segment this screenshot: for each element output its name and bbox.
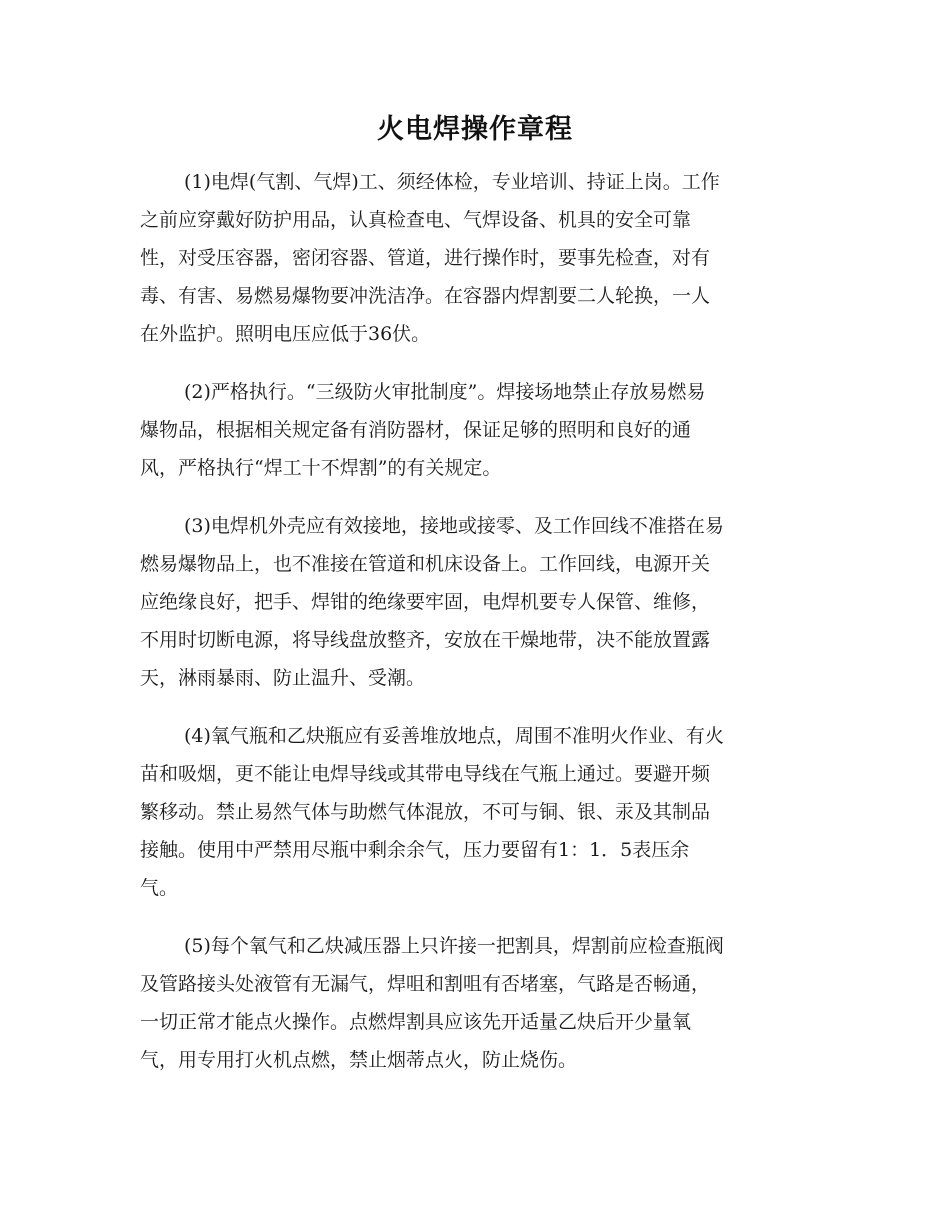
paragraph-line: 之前应穿戴好防护用品，认真检查电、气焊设备、机具的安全可靠 (140, 209, 692, 231)
paragraph-line: 气，用专用打火机点燃，禁止烟蒂点火，防止烧伤。 (140, 1049, 578, 1071)
paragraph-3 (140, 507, 808, 697)
paragraph-line: (1)电焊(气割、气焊)工、须经体检，专业培训、持证上岗。工作 (184, 171, 720, 193)
paragraph-5 (140, 927, 808, 1079)
document-body (140, 163, 808, 1099)
paragraph-line: 接触。使用中严禁用尽瓶中剩余余气，压力要留有1：1．5表压余 (140, 839, 690, 861)
paragraph-line: 天，淋雨暴雨、防止温升、受潮。 (140, 667, 426, 689)
paragraph-line: 爆物品，根据相关规定备有消防器材，保证足够的照明和良好的通 (140, 419, 692, 441)
paragraph-line: 在外监护。照明电压应低于36伏。 (140, 323, 431, 345)
paragraph-line: 风，严格执行“焊工十不焊割”的有关规定。 (140, 457, 502, 479)
paragraph-line: 燃易爆物品上，也不准接在管道和机床设备上。工作回线，电源开关 (140, 553, 711, 575)
paragraph-line: 不用时切断电源，将导线盘放整齐，安放在干燥地带，决不能放置露 (140, 629, 711, 651)
document-title: 火电焊操作章程 (377, 114, 573, 145)
paragraph-4 (140, 717, 808, 907)
paragraph-2 (140, 373, 808, 487)
paragraph-line: 一切正常才能点火操作。点燃焊割具应该先开适量乙炔后开少量氧 (140, 1011, 692, 1033)
paragraph-line: 苗和吸烟，更不能让电焊导线或其带电导线在气瓶上通过。要避开频 (140, 763, 711, 785)
paragraph-1 (140, 163, 808, 353)
paragraph-line: (2)严格执行。“三级防火审批制度”。焊接场地禁止存放易燃易 (184, 381, 706, 403)
paragraph-line: (5)每个氧气和乙炔减压器上只许接一把割具，焊割前应检查瓶阀 (184, 935, 724, 957)
paragraph-line: 繁移动。禁止易然气体与助燃气体混放，不可与铜、银、汞及其制品 (140, 801, 711, 823)
paragraph-line: (3)电焊机外壳应有效接地，接地或接零、及工作回线不准搭在易 (184, 515, 724, 537)
paragraph-line: 性，对受压容器，密闭容器、管道，进行操作时，要事先检查，对有 (140, 247, 711, 269)
paragraph-line: 毒、有害、易燃易爆物要冲洗洁净。在容器内焊割要二人轮换，一人 (140, 285, 711, 307)
paragraph-line: 及管路接头处液管有无漏气，焊咀和割咀有否堵塞，气路是否畅通， (140, 973, 711, 995)
paragraph-line: 气。 (140, 877, 179, 899)
paragraph-line: 应绝缘良好，把手、焊钳的绝缘要牢固，电焊机要专人保管、维修， (140, 591, 711, 613)
paragraph-line: (4)氧气瓶和乙炔瓶应有妥善堆放地点，周围不准明火作业、有火 (184, 725, 724, 747)
